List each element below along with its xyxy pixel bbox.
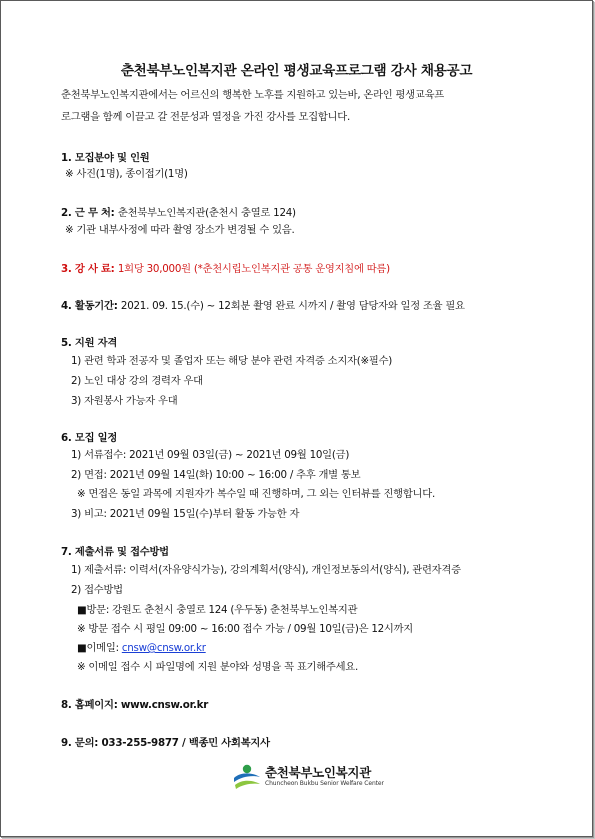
- page-title: 춘천북부노인복지관 온라인 평생교육프로그램 강사 채용공고: [120, 63, 473, 79]
- email-link[interactable]: cnsw@cnsw.or.kr: [121, 642, 206, 654]
- section-3-value: 1회당 30,000원 (*춘천시립노인복지관 공통 운영지침에 따름): [117, 263, 390, 275]
- logo-subtitle: Chuncheon Bukbu Senior Welfare Center: [265, 780, 384, 787]
- intro-line-2: 로그램을 함께 이끌고 갈 전문성과 열정을 가진 강사를 모집합니다.: [61, 111, 351, 123]
- section-6-note: ※ 면접은 동일 과목에 지원자가 복수일 때 진행하며, 그 외는 인터뷰를 진행합니다.: [77, 488, 435, 500]
- section-5-heading: 5. 지원 자격: [61, 337, 118, 349]
- section-7-email-label: ■이메일:: [77, 642, 122, 654]
- logo-name: 춘천북부노인복지관: [265, 765, 371, 780]
- intro-line-1: 춘천북부노인복지관에서는 어르신의 행복한 노후를 지원하고 있는바, 온라인 평생교육프: [61, 89, 444, 101]
- section-7-visit-note: ※ 방문 접수 시 평일 09:00 ~ 16:00 접수 가능 / 09월 10일(금)은 12시까지: [77, 623, 414, 635]
- section-6-item-3: 3) 비고: 2021년 09월 15일(수)부터 활동 가능한 자: [71, 508, 300, 520]
- section-2-value: 춘천북부노인복지관(춘천시 충열로 124): [117, 207, 296, 219]
- section-9-contact: 9. 문의: 033-255-9877 / 백종민 사회복지사: [61, 737, 270, 749]
- section-6-heading: 6. 모집 일정: [61, 432, 118, 444]
- section-5-item-3: 3) 자원봉사 가능자 우대: [71, 395, 178, 407]
- section-5-item-1: 1) 관련 학과 전공자 및 졸업자 또는 해당 분야 관련 자격증 소지자(※필수): [71, 355, 393, 367]
- section-4-label: 4. 활동기간:: [61, 300, 121, 312]
- section-6-item-1: 1) 서류접수: 2021년 09월 03일(금) ~ 2021년 09월 10일(금): [71, 449, 350, 461]
- section-7-email-line: [77, 642, 206, 655]
- section-6-item-2: 2) 면접: 2021년 09월 14일(화) 10:00 ~ 16:00 / 추후 개별 통보: [71, 469, 361, 481]
- section-7-item-1: 1) 제출서류: 이력서(자유양식가능), 강의계획서(양식), 개인정보동의서(양식), 관련자격증: [71, 564, 461, 576]
- center-logo: [231, 761, 401, 797]
- section-8-homepage: 8. 홈페이지: www.cnsw.or.kr: [61, 699, 209, 711]
- section-1-line: ※ 사진(1명), 종이접기(1명): [65, 168, 188, 180]
- section-7-heading: 7. 제출서류 및 접수방법: [61, 546, 169, 558]
- section-3-label: 3. 강 사 료:: [61, 263, 118, 275]
- section-4-line: [61, 300, 465, 313]
- section-7-visit: ■방문: 강원도 춘천시 충열로 124 (우두동) 춘천북부노인복지관: [77, 604, 358, 616]
- section-2-label: 2. 근 무 처:: [61, 207, 118, 219]
- section-3-line: [61, 263, 390, 276]
- section-2-line: [61, 207, 296, 220]
- section-7-item-2: 2) 접수방법: [71, 584, 123, 596]
- section-7-email-note: ※ 이메일 접수 시 파일명에 지원 분야와 성명을 꼭 표기해주세요.: [77, 661, 359, 673]
- section-2-note: ※ 기관 내부사정에 따라 촬영 장소가 변경될 수 있음.: [65, 224, 295, 236]
- section-4-value: 2021. 09. 15.(수) ~ 12회분 촬영 완료 시까지 / 촬영 담당자와 일정 조율 필요: [120, 300, 465, 312]
- welfare-center-logo-icon: [231, 761, 263, 793]
- section-5-item-2: 2) 노인 대상 강의 경력자 우대: [71, 375, 203, 387]
- section-1-heading: 1. 모집분야 및 인원: [61, 152, 150, 164]
